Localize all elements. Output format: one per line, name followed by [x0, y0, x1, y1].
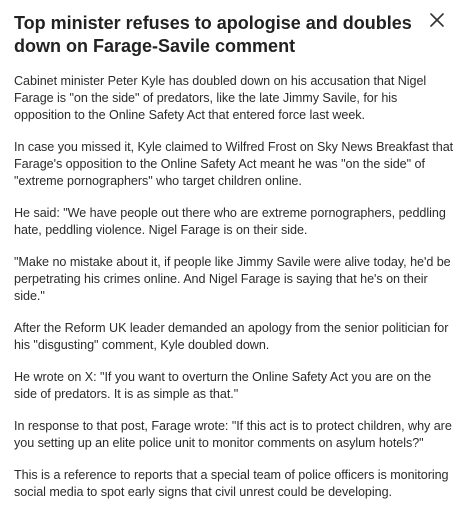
article-body — [14, 73, 454, 516]
article-paragraph: After the Reform UK leader demanded an apology from the senior politician for his "disgusting" comment, Kyle doubled down. — [14, 321, 449, 352]
article-paragraph: This is a reference to reports that a special team of police officers is monitoring social media to spot early signs that civil unrest could be developing. — [14, 468, 449, 499]
article-paragraph: "Make no mistake about it, if people like Jimmy Savile were alive today, he'd be perpetrating his crimes online. And Nigel Farage is saying that he's on their side." — [14, 255, 451, 303]
article-paragraph: In response to that post, Farage wrote: "If this act is to protect children, why are you setting up an elite police unit to monitor comments on asylum hotels?" — [14, 419, 452, 450]
article-paragraph: He wrote on X: "If you want to overturn the Online Safety Act you are on the side of predators. It is as simple as that." — [14, 370, 432, 401]
close-button[interactable] — [426, 9, 448, 31]
article-paragraph: In case you missed it, Kyle claimed to Wilfred Frost on Sky News Breakfast that Farage's opposition to the Online Safety Act meant he was "on the side" of "extreme pornographers" who target children online. — [14, 140, 454, 188]
article-paragraph: Cabinet minister Peter Kyle has doubled down on his accusation that Nigel Farage is "on the side" of predators, like the late Jimmy Savile, for his opposition to the Online Safety Act that entered force last week. — [14, 74, 427, 122]
close-icon — [430, 13, 444, 27]
article-title: Top minister refuses to apologise and doubles down on Farage-Savile comment — [14, 13, 412, 56]
article-paragraph: He said: "We have people out there who are extreme pornographers, peddling hate, peddling violence. Nigel Farage is on their side. — [14, 206, 446, 237]
